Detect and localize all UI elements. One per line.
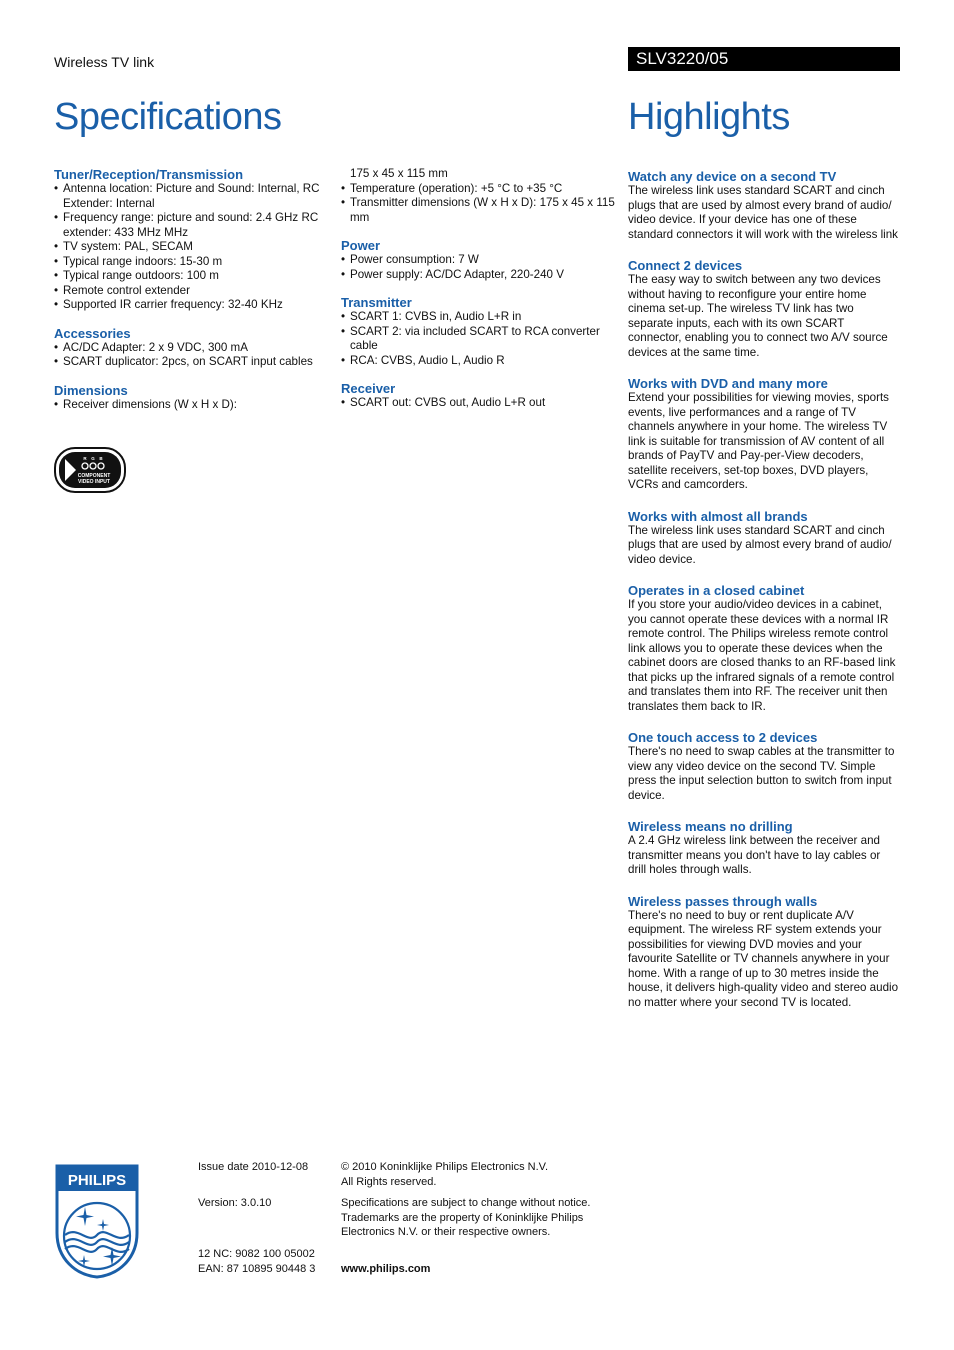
nc-code: 12 NC: 9082 100 05002 — [198, 1248, 315, 1260]
issue-date: Issue date 2010-12-08 — [198, 1161, 309, 1173]
spec-item: • SCART 1: CVBS in, Audio L+R in — [341, 310, 616, 325]
spec-item: • TV system: PAL, SECAM — [54, 240, 329, 255]
disclaimer: Specifications are subject to change without notice. Trademarks are the property of Koninklijke Philips Electronics N.V. or their respective owners. — [341, 1197, 591, 1238]
highlight-heading: One touch access to 2 devices — [628, 730, 818, 745]
highlight-body: If you store your audio/video devices in a cabinet, you cannot operate these devices with a normal IR remote control. The Philips wireless remote control link allows you to operate these devices when the cabinet doors are closed thanks to an RF-based link that picks up the infrared signals of a remote control and translates them into RF. The receiver unit then translates them back to IR. — [628, 598, 896, 713]
highlight-block — [628, 583, 900, 714]
spec-item: • AC/DC Adapter: 2 x 9 VDC, 300 mA — [54, 341, 329, 356]
spec-item: • SCART out: CVBS out, Audio L+R out — [341, 396, 616, 411]
philips-wordmark: PHILIPS — [67, 1172, 127, 1189]
highlight-heading: Connect 2 devices — [628, 258, 743, 273]
spec-item: • Temperature (operation): +5 °C to +35 °C — [341, 182, 616, 197]
spec-item: • Frequency range: picture and sound: 2.4 GHz RC extender: 433 MHz MHz — [54, 211, 329, 240]
rights-reserved: All Rights reserved. — [341, 1176, 437, 1188]
specs-column-2 — [341, 167, 616, 424]
spec-heading: Tuner/Reception/Transmission — [54, 167, 244, 182]
logo-letter-r: R — [83, 456, 87, 461]
spec-item: • Power consumption: 7 W — [341, 253, 616, 268]
highlight-heading: Works with almost all brands — [628, 508, 808, 524]
highlight-body: A 2.4 GHz wireless link between the receiver and transmitter means you don't have to lay cables or drill holes through walls. — [628, 834, 881, 876]
spec-heading: Receiver — [341, 381, 396, 396]
highlight-block — [628, 730, 900, 803]
highlight-block — [628, 819, 900, 878]
highlight-body: The wireless link uses standard SCART and cinch plugs that are used by almost every brand of audio/ video device. — [628, 523, 892, 566]
spec-item: • Power supply: AC/DC Adapter, 220-240 V — [341, 268, 616, 283]
logo-letter-g: G — [91, 456, 95, 461]
philips-shield-icon — [54, 1163, 140, 1279]
specs-column-1 — [54, 167, 329, 425]
highlights-title: Highlights — [628, 96, 790, 138]
spec-heading: Transmitter — [341, 295, 412, 310]
copyright: © 2010 Koninklijke Philips Electronics N.V. — [341, 1161, 549, 1173]
spec-item: • RCA: CVBS, Audio L, Audio R — [341, 354, 616, 369]
component-video-input-logo — [54, 447, 126, 493]
website-link[interactable]: www.philips.com — [341, 1263, 431, 1275]
version: Version: 3.0.10 — [198, 1197, 272, 1209]
highlight-block — [628, 509, 900, 568]
spec-section-dimensions — [54, 383, 329, 413]
spec-section-transmitter — [341, 295, 616, 368]
highlight-body: The easy way to switch between any two devices without having to reconfigure your entire home cinema set-up. The wireless TV link has two separate inputs, each with its own SCART connector, enabling you to connect two A/V source devices at the same time. — [628, 273, 888, 359]
highlight-body: There's no need to swap cables at the transmitter to view any video device on the second TV. Simple press the input selection button to switch from input device. — [628, 745, 895, 802]
highlight-body: There's no need to buy or rent duplicate A/V equipment. The wireless RF system extends your possibilities for viewing DVD movies and your favourite Satellite or TV channels anywhere in your home. With a range of up to 30 metres inside the house, it delivers high-quality video and stereo audio no matter where your second TV is located. — [628, 908, 899, 1009]
highlight-heading: Wireless means no drilling — [628, 819, 793, 834]
highlight-block — [628, 376, 900, 493]
component-video-icon — [54, 447, 126, 493]
highlight-heading: Operates in a closed cabinet — [628, 583, 805, 598]
highlight-block — [628, 258, 900, 360]
spec-section-receiver — [341, 381, 616, 411]
spec-heading: Power — [341, 238, 381, 253]
spec-item: • SCART duplicator: 2pcs, on SCART input cables — [54, 355, 329, 370]
spec-item: • Supported IR carrier frequency: 32-40 KHz — [54, 298, 329, 313]
highlight-block — [628, 169, 900, 242]
spec-heading: Dimensions — [54, 382, 128, 398]
highlight-block — [628, 894, 900, 1011]
highlight-body: Extend your possibilities for viewing movies, sports events, live performances and a range of TV channels anywhere in your home. The wireless TV link is suitable for transmission of AV content of all brands of PayTV and Pay-per-View decoders, satellite receivers, set-top boxes, DVD players, VCRs and camcorders. — [628, 391, 889, 491]
spec-item: • SCART 2: via included SCART to RCA converter cable — [341, 325, 616, 354]
spec-item-continued: 175 x 45 x 115 mm — [350, 167, 448, 180]
spec-section-power — [341, 238, 616, 282]
model-number: SLV3220/05 — [628, 47, 900, 71]
spec-item: • Receiver dimensions (W x H x D): — [54, 398, 329, 413]
highlights-column — [628, 169, 900, 1026]
highlight-heading: Watch any device on a second TV — [628, 169, 837, 184]
highlight-heading: Wireless passes through walls — [628, 893, 818, 909]
ean-code: EAN: 87 10895 90448 3 — [198, 1263, 316, 1275]
highlight-heading: Works with DVD and many more — [628, 376, 828, 391]
specifications-title: Specifications — [54, 96, 282, 138]
logo-letter-b: B — [99, 456, 103, 461]
spec-section-accessories — [54, 326, 329, 370]
spec-item: • Transmitter dimensions (W x H x D): 175 x 45 x 115 mm — [341, 196, 616, 225]
spec-item: • Remote control extender — [54, 284, 329, 299]
product-type: Wireless TV link — [54, 54, 155, 70]
logo-line-1: COMPONENT — [77, 473, 111, 479]
spec-heading: Accessories — [54, 325, 131, 341]
spec-item: • Typical range indoors: 15-30 m — [54, 255, 329, 270]
philips-shield-logo — [54, 1163, 140, 1279]
logo-line-2: VIDEO INPUT — [78, 479, 110, 485]
spec-section-dimensions-continued — [341, 167, 616, 225]
spec-item: • Typical range outdoors: 100 m — [54, 269, 329, 284]
spec-item: • Antenna location: Picture and Sound: Internal, RC Extender: Internal — [54, 182, 329, 211]
spec-section-tuner — [54, 167, 329, 313]
highlight-body: The wireless link uses standard SCART and cinch plugs that are used by almost every brand of audio/ video device. If your device has one of these standard connectors it will work with the wireless link — [628, 184, 898, 241]
